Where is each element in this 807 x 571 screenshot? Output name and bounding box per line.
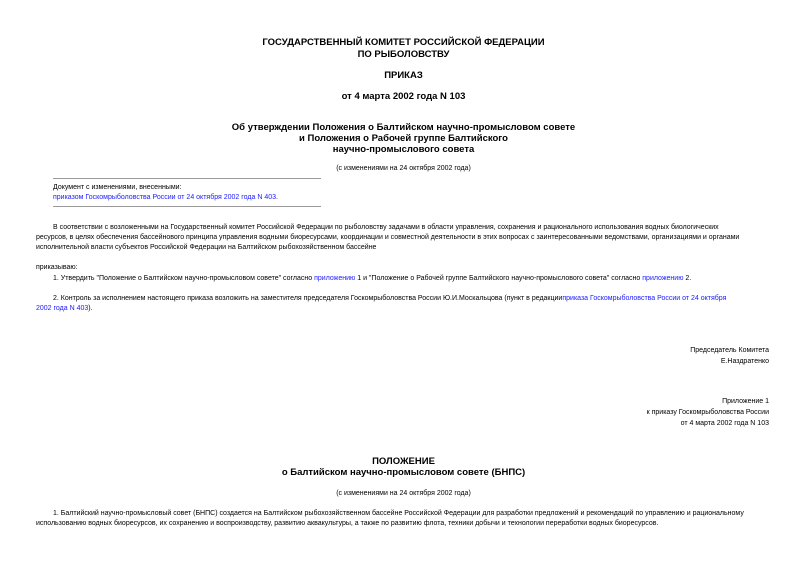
committee-line-1: ГОСУДАРСТВЕННЫЙ КОМИТЕТ РОССИЙСКОЙ ФЕДЕРАЦИИ	[262, 37, 545, 48]
regulation-para-1-line-1: 1. Балтийский научно-промысловый совет (БНПС) создается на Балтийском рыбохозяйственном бассейне Российской Федерации для разработки предложений и рекомендаций по управлению и рациональному	[53, 510, 744, 517]
prikazyvayu: приказываю:	[36, 264, 78, 271]
item1-text-b: 1 и "Положение о Рабочей группе Балтийского научно-промыслового совета" согласно	[355, 275, 643, 282]
changes-box-label: Документ с изменениями, внесенными:	[53, 184, 182, 191]
order-item-2-line-2	[36, 303, 93, 314]
regulation-title: ПОЛОЖЕНИЕ	[372, 456, 435, 467]
order-item-2-line-1	[53, 293, 769, 304]
item1-text-c: 2.	[683, 275, 692, 282]
signature-name: Е.Наздратенко	[720, 358, 769, 365]
item2-text-a: 2. Контроль за исполнением настоящего приказа возложить на заместителя председателя Госкомрыболовства России Ю.И.Москальцова (пункт в редакции	[53, 295, 563, 302]
appendix-line-3: от 4 марта 2002 года N 103	[680, 420, 769, 427]
regulation-subtitle: о Балтийском научно-промысловом совете (БНПС)	[281, 467, 526, 478]
divider-top	[53, 178, 321, 179]
preamble-line-1: В соответствии с возложенными на Государственный комитет Российской Федерации по рыболовству задачами в области управления, сохранения и рационального использования водных биологических	[53, 224, 719, 231]
appendix-line-2: к приказу Госкомрыболовства России	[646, 409, 769, 416]
doc-date: от 4 марта 2002 года N 103	[341, 91, 466, 102]
appendix-2-link[interactable]: приложению	[642, 275, 684, 282]
appendix-1-link[interactable]: приложению	[314, 275, 356, 282]
regulation-changes-note: (с изменениями на 24 октября 2002 года)	[336, 490, 471, 497]
title-line-1: Об утверждении Положения о Балтийском научно-промысловом совете	[231, 122, 576, 133]
signature-position: Председатель Комитета	[690, 347, 769, 354]
title-line-2: и Положения о Рабочей группе Балтийского	[299, 133, 508, 144]
regulation-para-1-line-2: использованию водных биоресурсов, их сохранению и воспроизводству, развитию аквакультуры, а также по развитию флота, техники добычи и технологии переработки водных биоресурсов.	[36, 520, 659, 527]
amendment-link-suffix: .	[276, 194, 278, 201]
item1-text-a: 1. Утвердить "Положение о Балтийском научно-промысловом совете" согласно	[53, 275, 315, 282]
item2-text-c: ).	[88, 305, 93, 312]
amendment-link[interactable]: приказом Госкомрыболовства России от 24 октября 2002 года N 403	[53, 194, 277, 201]
changes-note: (с изменениями на 24 октября 2002 года)	[336, 165, 471, 172]
doc-type: ПРИКАЗ	[384, 70, 423, 81]
item2-amendment-link-part1[interactable]: приказа Госкомрыболовства России от 24 октября	[562, 295, 727, 302]
preamble-line-3: исполнительной власти субъектов Российской Федерации на Балтийском рыбохозяйственном бассейне	[36, 244, 377, 251]
item2-amendment-link-part2[interactable]: 2002 года N 403	[36, 305, 89, 312]
committee-line-2: ПО РЫБОЛОВСТВУ	[357, 49, 450, 60]
divider-bottom	[53, 206, 321, 207]
order-item-1	[53, 273, 691, 284]
changes-box-entry	[53, 192, 278, 203]
preamble-line-2: ресурсов, в целях обеспечения бассейнового принципа управления водными биоресурсами, координации и совместной деятельности в этих вопросах с заинтересованными ведомствами, организациями и органами	[36, 234, 740, 241]
title-line-3: научно-промыслового совета	[332, 144, 475, 155]
appendix-line-1: Приложение 1	[722, 398, 769, 405]
